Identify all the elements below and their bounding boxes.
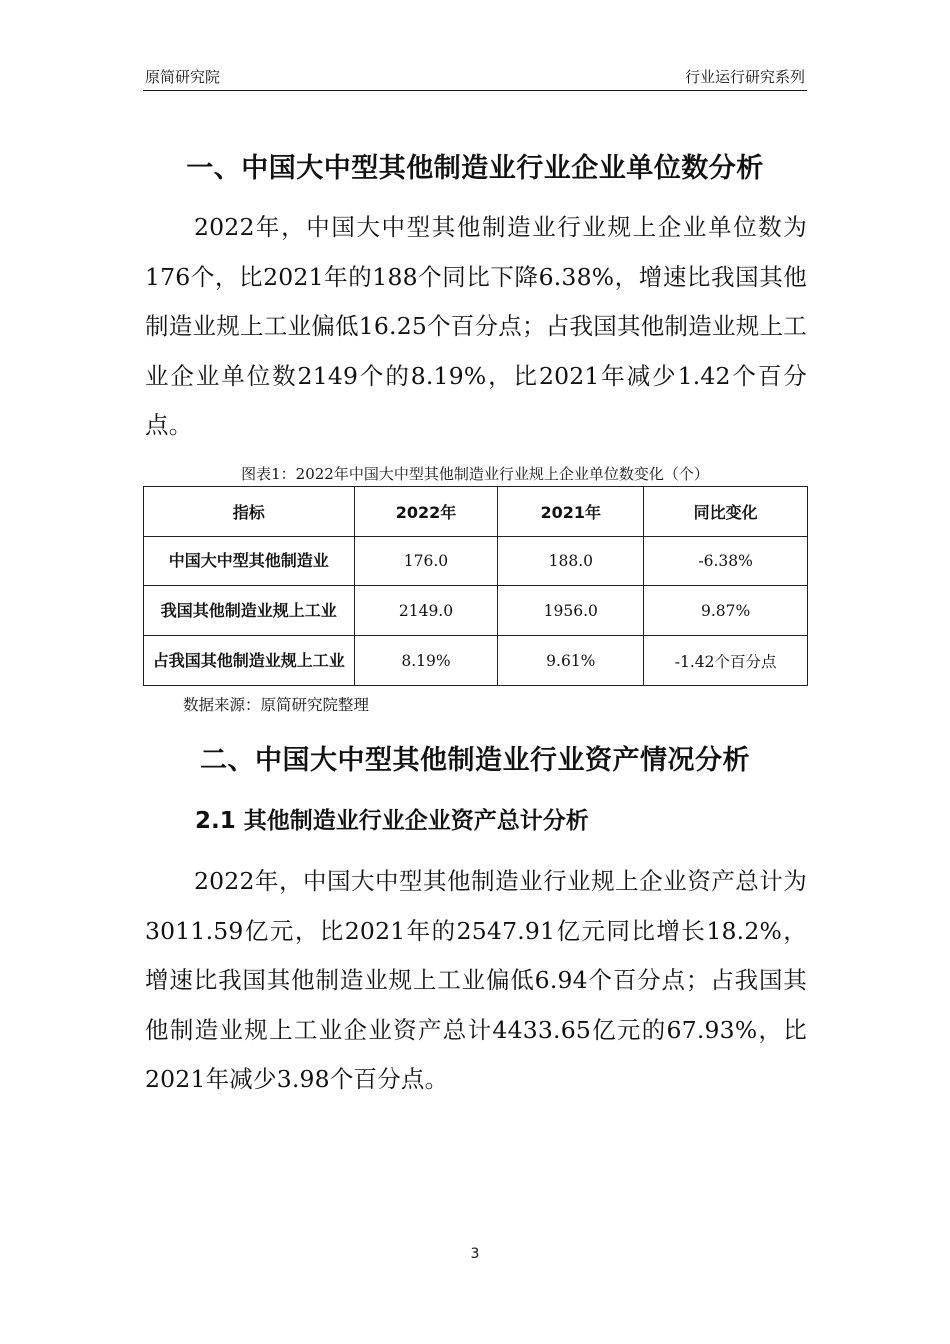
header-series-name: 行业运行研究系列 [684, 68, 805, 86]
table-row-label: 我国其他制造业规上工业 [144, 586, 355, 636]
table-row [144, 636, 808, 686]
table-row-label: 中国大中型其他制造业 [144, 537, 355, 586]
table-cell: 2149.0 [354, 586, 498, 636]
table-header-row [144, 487, 808, 537]
table-cell: 9.61% [498, 636, 644, 686]
table-row-label: 占我国其他制造业规上工业 [144, 636, 355, 686]
table-source-note: 数据来源：原简研究院整理 [183, 696, 370, 714]
table-row [144, 537, 808, 586]
table-header-cell: 指标 [144, 487, 355, 537]
section1-paragraph: 2022年，中国大中型其他制造业行业规上企业单位数为176个，比2021年的188个同比下降6.38%，增速比我国其他制造业规上工业偏低16.25个百分点；占我国其他制造业规上工业企业单位数2149个的8.19%，比2021年减少1.42个百分点。 [145, 213, 807, 439]
table-cell: 188.0 [498, 537, 644, 586]
section1-heading: 一、中国大中型其他制造业行业企业单位数分析 [186, 153, 764, 184]
table-header-cell: 2021年 [498, 487, 644, 537]
section2-paragraph: 2022年，中国大中型其他制造业行业规上企业资产总计为3011.59亿元，比2021年的2547.91亿元同比增长18.2%，增速比我国其他制造业规上工业偏低6.94个百分点；占我国其他制造业规上工业企业资产总计4433.65亿元的67.93%，比2021年减少3.98个百分点。 [145, 867, 807, 1093]
table-caption: 图表1：2022年中国大中型其他制造业行业规上企业单位数变化（个） [241, 465, 709, 483]
table-row [144, 586, 808, 636]
table-cell: -1.42个百分点 [644, 636, 808, 686]
table-cell: 176.0 [354, 537, 498, 586]
page-header [143, 64, 807, 91]
table-cell: 8.19% [354, 636, 498, 686]
section2-heading: 二、中国大中型其他制造业行业资产情况分析 [200, 745, 750, 776]
table-cell: -6.38% [644, 537, 808, 586]
table-cell: 9.87% [644, 586, 808, 636]
section2-subheading: 2.1 其他制造业行业企业资产总计分析 [195, 808, 589, 834]
header-org-name: 原简研究院 [145, 68, 221, 86]
table-header-cell: 同比变化 [644, 487, 808, 537]
table-header-cell: 2022年 [354, 487, 498, 537]
page-number: 3 [470, 1246, 480, 1262]
table-cell: 1956.0 [498, 586, 644, 636]
data-table [143, 486, 808, 686]
